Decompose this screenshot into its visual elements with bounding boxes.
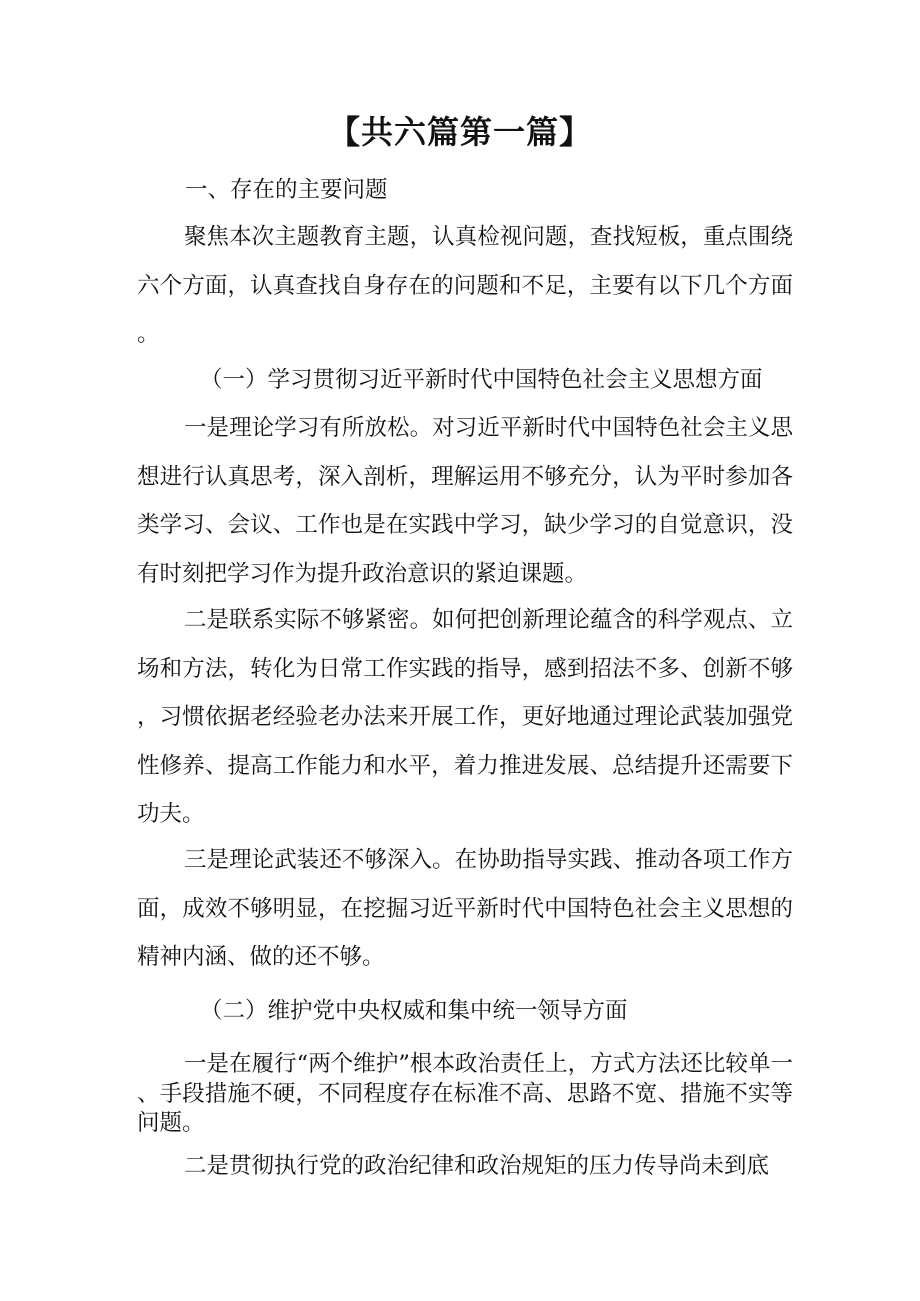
paragraph-point-2-1: 一是在履行“两个维护”根本政治责任上，方式方法还比较单一、手段措施不硬，不同程度存在标准不高、思路不宽、措施不实等问题。 — [137, 1051, 793, 1136]
paragraph-point-2-2: 二是贯彻执行党的政治纪律和政治规矩的压力传导尚未到底 — [184, 1153, 770, 1179]
document-title: 【共六篇第一篇】 — [327, 113, 592, 151]
paragraph-point-1-3: 三是理论武装还不够深入。在协助指导实践、推动各项工作方面，成效不够明显，在挖掘习近平新时代中国特色社会主义思想的精神内涵、做的还不够。 — [137, 847, 793, 970]
paragraph-point-1-2: 二是联系实际不够紧密。如何把创新理论蕴含的科学观点、立场和方法，转化为日常工作实践的指导，感到招法不多、创新不够，习惯依据老经验老办法来开展工作，更好地通过理论武装加强党性修养、提高工作能力和水平，着力推进发展、总结提升还需要下功夫。 — [137, 607, 793, 827]
intro-paragraph: 聚焦本次主题教育主题，认真检视问题，查找短板，重点围绕六个方面，认真查找自身存在的问题和不足，主要有以下几个方面。 — [137, 224, 793, 347]
subheading-two: （二）维护党中央权威和集中统一领导方面 — [200, 998, 628, 1024]
paragraph-point-1-1: 一是理论学习有所放松。对习近平新时代中国特色社会主义思想进行认真思考，深入剖析，理解运用不够充分，认为平时参加各类学习、会议、工作也是在实践中学习，缺少学习的自觉意识，没有时刻把学习作为提升政治意识的紧迫课题。 — [137, 415, 793, 587]
section-heading: 一、存在的主要问题 — [185, 177, 388, 203]
subheading-one: （一）学习贯彻习近平新时代中国特色社会主义思想方面 — [200, 367, 763, 393]
